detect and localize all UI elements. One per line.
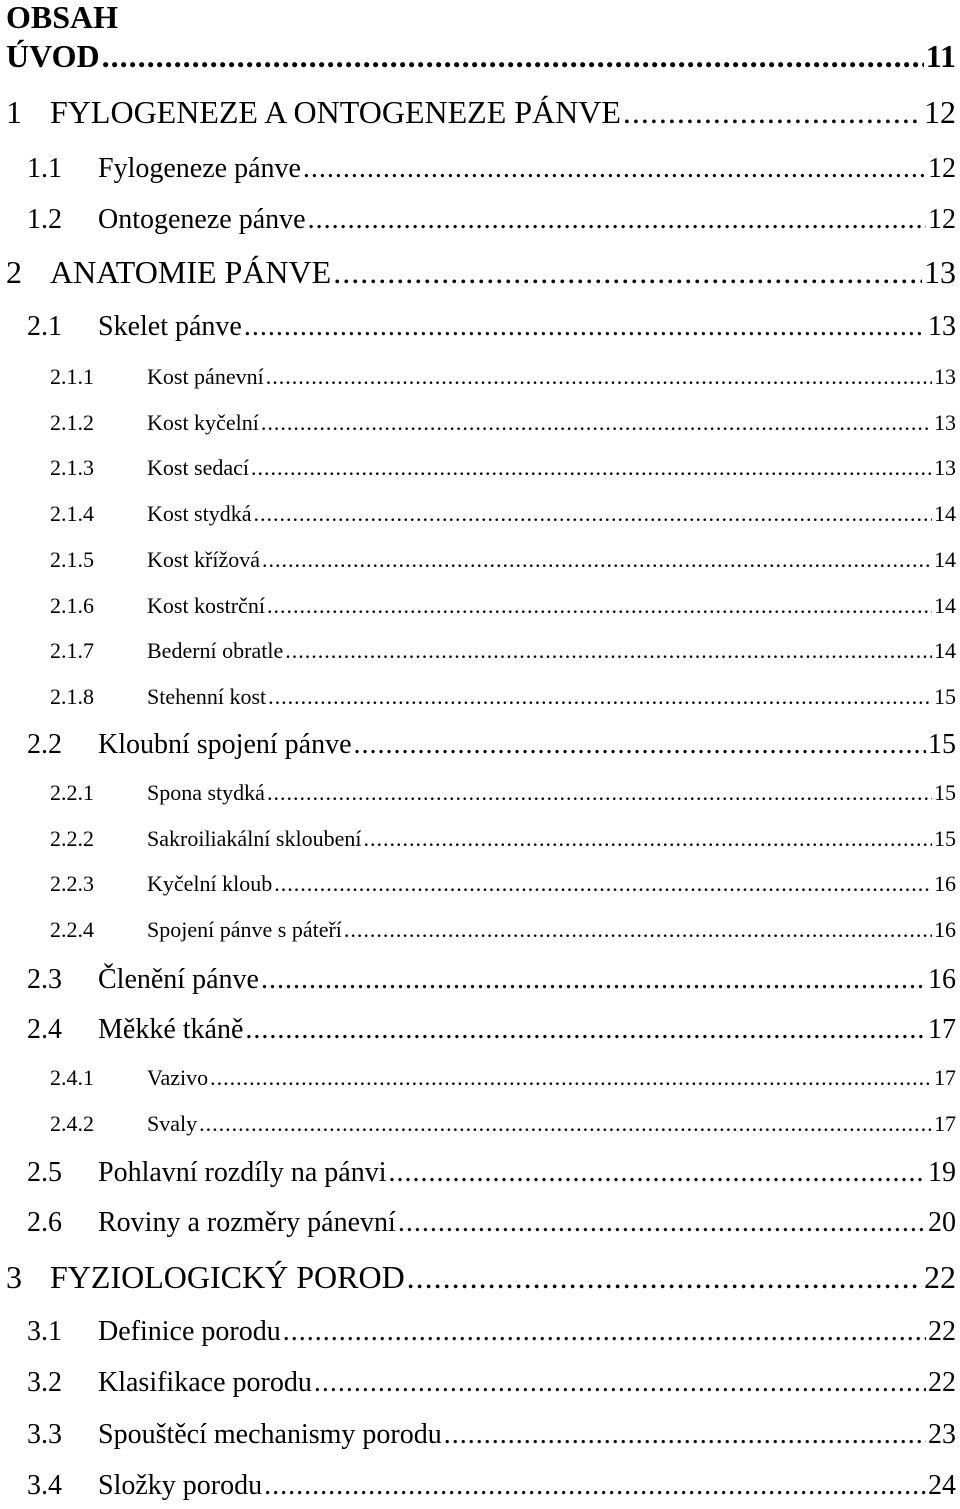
dot-leader xyxy=(261,964,926,996)
toc-entry[interactable] xyxy=(0,964,960,1000)
dot-leader xyxy=(623,94,922,131)
dot-leader xyxy=(308,204,926,236)
toc-entry[interactable] xyxy=(0,311,960,347)
toc-entry-page-number: 15 xyxy=(934,826,956,851)
toc-entry[interactable] xyxy=(0,410,960,446)
toc-entry-title: Měkké tkáně xyxy=(98,1014,244,1045)
toc-entry-number: 3.4 xyxy=(27,1470,62,1501)
dot-leader xyxy=(262,547,932,573)
toc-entry-number: 2.2.3 xyxy=(50,871,94,896)
dot-leader xyxy=(267,593,932,619)
toc-entry-number: 3.2 xyxy=(27,1367,62,1398)
toc-entry[interactable] xyxy=(0,254,960,290)
toc-entry-page-number: 13 xyxy=(924,254,956,290)
toc-entry-page-number: 13 xyxy=(934,455,956,480)
toc-entry-title: Kost křížová xyxy=(147,547,261,572)
toc-entry-title: Kyčelní kloub xyxy=(147,871,273,896)
toc-entry[interactable] xyxy=(0,593,960,629)
toc-entry-number: 3 xyxy=(6,1259,22,1295)
toc-entry-page-number: 22 xyxy=(928,1316,956,1347)
toc-entry-title: Definice porodu xyxy=(98,1316,281,1347)
toc-entry-page-number: 22 xyxy=(924,1259,956,1295)
toc-entry-number: 2.1.1 xyxy=(50,364,94,389)
dot-leader xyxy=(210,1065,932,1091)
toc-entry-title: Kost stydká xyxy=(147,501,252,526)
toc-entry-title: Bederní obratle xyxy=(147,638,284,663)
toc-entry-title: Kost kostrční xyxy=(147,593,265,618)
toc-entry-number: 2.2.4 xyxy=(50,917,94,942)
dot-leader xyxy=(267,780,932,806)
toc-entry[interactable] xyxy=(0,1259,960,1295)
toc-entry-number: 2.1 xyxy=(27,311,62,342)
toc-entry[interactable] xyxy=(0,38,960,74)
toc-entry[interactable] xyxy=(0,684,960,720)
dot-leader xyxy=(285,638,932,664)
toc-entry-page-number: 16 xyxy=(928,964,956,995)
toc-entry[interactable] xyxy=(0,1065,960,1101)
toc-entry-page-number: 13 xyxy=(934,364,956,389)
toc-entry-number: 2.1.4 xyxy=(50,501,94,526)
dot-leader xyxy=(102,38,924,75)
dot-leader xyxy=(251,455,932,481)
dot-leader xyxy=(266,364,932,390)
toc-entry-title: Kloubní spojení pánve xyxy=(98,729,352,760)
toc-entry-number: 2.6 xyxy=(27,1207,62,1238)
toc-entry-page-number: 14 xyxy=(934,638,956,663)
toc-entry-title: Klasifikace porodu xyxy=(98,1367,312,1398)
toc-entry-number: 2.1.8 xyxy=(50,684,94,709)
toc-entry-number: 2.2.2 xyxy=(50,826,94,851)
toc-entry[interactable] xyxy=(0,871,960,907)
toc-entry[interactable] xyxy=(0,1470,960,1506)
toc-entry[interactable] xyxy=(0,153,960,189)
dot-leader xyxy=(314,1367,926,1399)
toc-entry-number: 2.4 xyxy=(27,1014,62,1045)
dot-leader xyxy=(444,1419,926,1451)
toc-entry-number: 2.1.5 xyxy=(50,547,94,572)
dot-leader xyxy=(254,501,933,527)
toc-entry-title: FYZIOLOGICKÝ POROD xyxy=(50,1259,405,1295)
toc-entry-page-number: 15 xyxy=(934,684,956,709)
toc-entry[interactable] xyxy=(0,917,960,953)
toc-entry-page-number: 11 xyxy=(925,38,956,74)
toc-entry-title: Sakroiliakální skloubení xyxy=(147,826,362,851)
toc-heading: OBSAH xyxy=(6,0,119,35)
toc-entry-title: Kost sedací xyxy=(147,455,250,480)
toc-entry-page-number: 16 xyxy=(934,871,956,896)
dot-leader xyxy=(268,684,932,710)
dot-leader xyxy=(264,1470,926,1502)
toc-entry[interactable] xyxy=(0,729,960,765)
toc-entry-title: Spona stydká xyxy=(147,780,265,805)
dot-leader xyxy=(244,311,926,343)
toc-entry-title: Roviny a rozměry pánevní xyxy=(98,1207,396,1238)
toc-entry-number: 1.1 xyxy=(27,153,62,184)
toc-entry-title: Spojení pánve s páteří xyxy=(147,917,342,942)
toc-entry-page-number: 13 xyxy=(934,410,956,435)
toc-entry-title: Vazivo xyxy=(147,1065,209,1090)
toc-entry-number: 2.2.1 xyxy=(50,780,94,805)
toc-entry[interactable] xyxy=(0,826,960,862)
dot-leader xyxy=(333,254,922,291)
dot-leader xyxy=(283,1316,926,1348)
toc-entry[interactable] xyxy=(0,1316,960,1352)
dot-leader xyxy=(199,1111,932,1137)
toc-entry-title: Pohlavní rozdíly na pánvi xyxy=(98,1157,387,1188)
dot-leader xyxy=(363,826,932,852)
toc-entry-title: Složky porodu xyxy=(98,1470,263,1501)
toc-entry-page-number: 13 xyxy=(928,311,956,342)
toc-entry-number: 2.2 xyxy=(27,729,62,760)
dot-leader xyxy=(398,1207,926,1239)
toc-entry[interactable] xyxy=(0,455,960,491)
toc-entry-number: 2.1.3 xyxy=(50,455,94,480)
toc-entry-page-number: 14 xyxy=(934,547,956,572)
toc-entry-title: Stehenní kost xyxy=(147,684,267,709)
toc-entry[interactable] xyxy=(0,94,960,130)
toc-entry-title: ÚVOD xyxy=(6,38,100,74)
toc-entry-title: ANATOMIE PÁNVE xyxy=(50,254,332,290)
toc-entry-page-number: 14 xyxy=(934,593,956,618)
toc-entry-page-number: 17 xyxy=(928,1014,956,1045)
toc-entry-page-number: 12 xyxy=(928,153,956,184)
toc-entry-page-number: 23 xyxy=(928,1419,956,1450)
toc-entry-number: 2 xyxy=(6,254,22,290)
toc-entry-number: 1.2 xyxy=(27,204,62,235)
toc-entry-page-number: 17 xyxy=(934,1065,956,1090)
toc-entry[interactable] xyxy=(0,1014,960,1050)
toc-entry-title: FYLOGENEZE A ONTOGENEZE PÁNVE xyxy=(50,94,621,130)
toc-entry-title: Skelet pánve xyxy=(98,311,242,342)
toc-entry[interactable] xyxy=(0,780,960,816)
toc-entry[interactable] xyxy=(0,638,960,674)
toc-entry-number: 2.1.6 xyxy=(50,593,94,618)
toc-entry-page-number: 14 xyxy=(934,501,956,526)
dot-leader xyxy=(261,410,932,436)
toc-entry-title: Členění pánve xyxy=(98,964,259,995)
toc-entry[interactable] xyxy=(0,547,960,583)
toc-entry-page-number: 15 xyxy=(934,780,956,805)
dot-leader xyxy=(245,1014,926,1046)
toc-entry-number: 2.4.2 xyxy=(50,1111,94,1136)
toc-entry[interactable] xyxy=(0,1111,960,1147)
toc-entry-page-number: 15 xyxy=(928,729,956,760)
toc-entry[interactable] xyxy=(0,1207,960,1243)
toc-entry-number: 2.1.2 xyxy=(50,410,94,435)
toc-entry-title: Ontogeneze pánve xyxy=(98,204,306,235)
dot-leader xyxy=(407,1259,922,1296)
toc-entry[interactable] xyxy=(0,501,960,537)
toc-entry-page-number: 19 xyxy=(928,1157,956,1188)
toc-entry-page-number: 17 xyxy=(934,1111,956,1136)
toc-entry-number: 2.4.1 xyxy=(50,1065,94,1090)
toc-entry-number: 2.5 xyxy=(27,1157,62,1188)
toc-entry[interactable] xyxy=(0,1157,960,1193)
toc-entry-number: 3.1 xyxy=(27,1316,62,1347)
toc-entry-page-number: 16 xyxy=(934,917,956,942)
toc-entry[interactable] xyxy=(0,364,960,400)
toc-entry-title: Spouštěcí mechanismy porodu xyxy=(98,1419,442,1450)
toc-entry-title: Kost kyčelní xyxy=(147,410,259,435)
toc-entry-page-number: 22 xyxy=(928,1367,956,1398)
toc-entry[interactable] xyxy=(0,1419,960,1455)
toc-entry-page-number: 12 xyxy=(928,204,956,235)
toc-entry-title: Svaly xyxy=(147,1111,198,1136)
toc-entry-number: 2.3 xyxy=(27,964,62,995)
dot-leader xyxy=(389,1157,926,1189)
toc-entry-title: Fylogeneze pánve xyxy=(98,153,301,184)
toc-entry[interactable] xyxy=(0,204,960,240)
toc-entry-page-number: 20 xyxy=(928,1207,956,1238)
dot-leader xyxy=(303,153,926,185)
toc-entry-page-number: 12 xyxy=(924,94,956,130)
toc-entry[interactable] xyxy=(0,1367,960,1403)
toc-entry-page-number: 24 xyxy=(928,1470,956,1501)
toc-entry-title: Kost pánevní xyxy=(147,364,264,389)
dot-leader xyxy=(274,871,932,897)
toc-entry-number: 1 xyxy=(6,94,22,130)
toc-entry-number: 3.3 xyxy=(27,1419,62,1450)
toc-entry-number: 2.1.7 xyxy=(50,638,94,663)
dot-leader xyxy=(344,917,932,943)
dot-leader xyxy=(354,729,926,761)
